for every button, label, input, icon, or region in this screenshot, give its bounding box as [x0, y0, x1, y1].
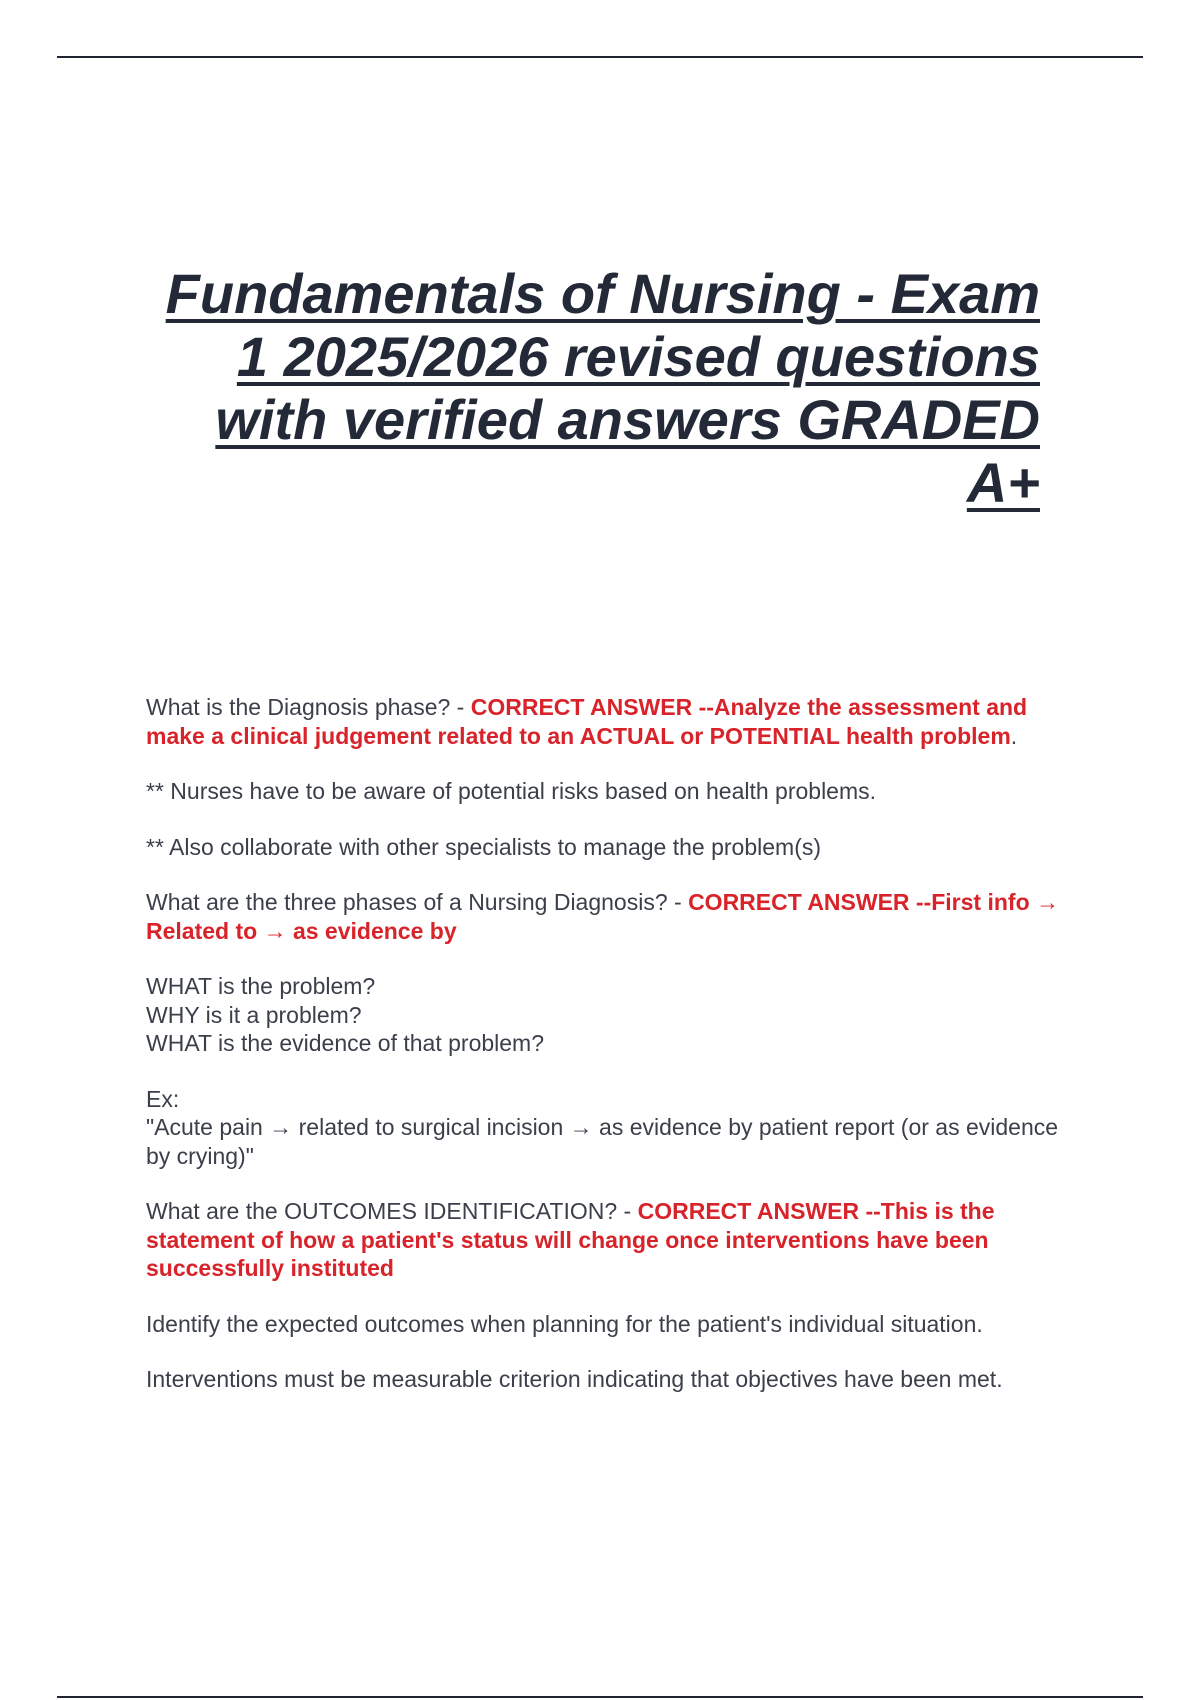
answer-end: .	[1010, 722, 1018, 749]
example-text: "Acute pain → related to surgical incision → as evidence by patient report (or as evidence by crying)"	[146, 1114, 1059, 1169]
example-block	[146, 1085, 1086, 1171]
example-label: Ex:	[146, 1085, 180, 1112]
answer-text: CORRECT ANSWER --This is the statement of how a patient's status will change once interventions have been successfully instituted	[146, 1198, 995, 1281]
answer-text: CORRECT ANSWER --Analyze the assessment and make a clinical judgement related to an ACTUAL or POTENTIAL health problem	[146, 694, 1028, 749]
top-rule	[57, 56, 1143, 58]
paragraph-interventions: Interventions must be measurable criterion indicating that objectives have been met.	[146, 1366, 1003, 1392]
list-item: WHY is it a problem?	[146, 1001, 362, 1028]
title-line-1: Fundamentals of Nursing - Exam	[165, 262, 1040, 325]
paragraph-expected-outcomes: Identify the expected outcomes when planning for the patient's individual situation.	[146, 1310, 983, 1337]
answer-text: CORRECT ANSWER --First info → Related to → as evidence by	[146, 889, 1060, 944]
problem-list	[146, 972, 1086, 1058]
note-collaborate: ** Also collaborate with other specialists to manage the problem(s)	[146, 833, 822, 860]
question-text: What is the Diagnosis phase? -	[146, 694, 471, 720]
list-item: WHAT is the problem?	[146, 973, 376, 999]
title-line-3: with verified answers GRADED	[215, 388, 1040, 451]
document-body	[146, 693, 1086, 1421]
bottom-rule	[57, 1696, 1143, 1698]
list-item: WHAT is the evidence of that problem?	[146, 1030, 545, 1056]
title-line-2: 1 2025/2026 revised questions	[236, 325, 1040, 388]
question-text: What are the three phases of a Nursing Diagnosis? -	[146, 889, 689, 915]
title-line-4: A+	[966, 451, 1040, 514]
qa-three-phases	[146, 888, 1086, 945]
qa-diagnosis-phase	[146, 693, 1086, 750]
qa-outcomes-identification	[146, 1197, 1086, 1283]
question-text: What are the OUTCOMES IDENTIFICATION? -	[146, 1198, 638, 1224]
note-nurses-aware: ** Nurses have to be aware of potential risks based on health problems.	[146, 778, 877, 804]
document-title	[90, 262, 1040, 514]
